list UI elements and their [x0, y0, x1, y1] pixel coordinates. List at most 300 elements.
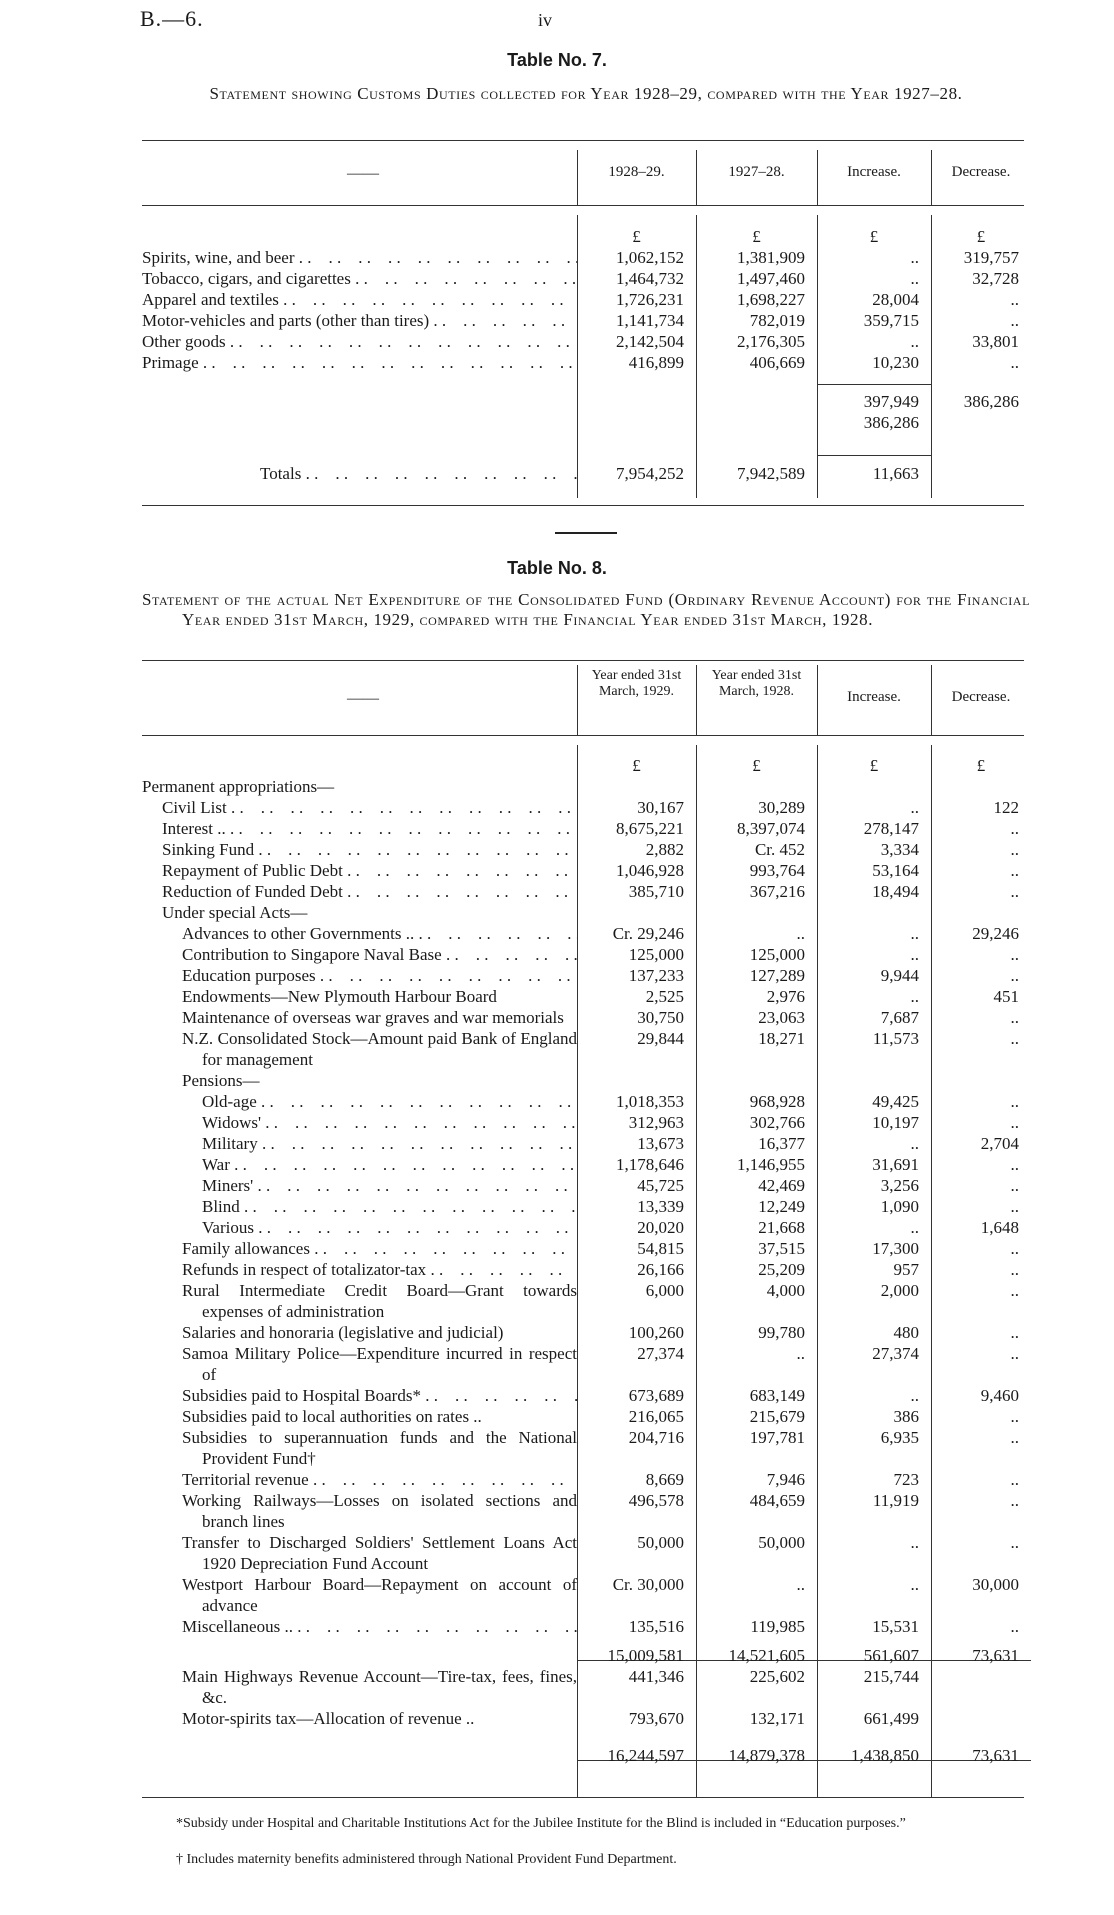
row-label-cell	[142, 1490, 577, 1532]
leader-dots	[295, 247, 578, 268]
row-label	[142, 1469, 577, 1490]
value-cell: 2,882	[645, 840, 684, 859]
row-label	[142, 818, 577, 839]
value-cell: ..	[1010, 1113, 1019, 1132]
value-cell: ..	[1010, 1092, 1019, 1111]
table-row	[142, 986, 1031, 1007]
blank-cell	[931, 433, 1031, 463]
value-cell: 1,381,909	[737, 248, 805, 267]
value-cell: ..	[910, 924, 919, 943]
value-cell: 30,167	[637, 798, 684, 817]
value-cell: 683,149	[749, 1386, 805, 1405]
blank-cell	[696, 1637, 817, 1645]
value-cell: 661,499	[863, 1709, 919, 1728]
table-row	[142, 1469, 1031, 1490]
leader-dots	[258, 1133, 577, 1154]
leader-dots	[310, 1238, 577, 1259]
value-cell: Cr. 30,000	[612, 1575, 684, 1594]
row-label-cell	[142, 1469, 577, 1490]
row-label-text: Reduction of Funded Debt	[162, 882, 343, 901]
leader-dots	[316, 965, 577, 986]
value-cell: 561,607	[863, 1646, 919, 1665]
value-cell: 1,464,732	[616, 269, 684, 288]
value-cell: ..	[1010, 1155, 1019, 1174]
row-label	[142, 331, 577, 352]
value-cell: 7,954,252	[616, 464, 684, 483]
leader-dots	[257, 1091, 577, 1112]
value-cell: ..	[1010, 311, 1019, 330]
value-cell: 993,764	[749, 861, 805, 880]
pound-sign: £	[752, 227, 761, 246]
value-cell: 135,516	[628, 1617, 684, 1636]
table7-col-header: Increase.	[847, 164, 901, 180]
leader-dots	[426, 1259, 577, 1280]
row-label	[142, 1322, 577, 1343]
value-cell: 53,164	[872, 861, 919, 880]
row-label-cell	[142, 247, 577, 268]
row-label	[142, 1154, 577, 1175]
row-label-cell	[142, 463, 577, 484]
value-cell: 957	[893, 1260, 919, 1279]
table-row	[142, 860, 1031, 881]
value-cell: 17,300	[872, 1239, 919, 1258]
spacer-row	[142, 1729, 1031, 1745]
pound-sign: £	[632, 756, 641, 775]
table-row	[142, 881, 1031, 902]
table7-stub-dash: ——	[347, 165, 379, 182]
value-cell: ..	[1010, 945, 1019, 964]
value-cell: ..	[796, 1575, 805, 1594]
leader-dots	[199, 352, 577, 373]
value-cell: 29,246	[972, 924, 1019, 943]
value-cell: 1,438,850	[851, 1746, 919, 1765]
row-label-cell	[142, 331, 577, 352]
unit-row	[142, 755, 1031, 776]
page-number: iv	[538, 10, 553, 30]
row-label-cell	[142, 1007, 577, 1028]
table-row	[142, 1196, 1031, 1217]
value-cell: 27,374	[637, 1344, 684, 1363]
table-row	[142, 1217, 1031, 1238]
row-label	[142, 902, 577, 923]
value-cell: ..	[910, 798, 919, 817]
row-label-text: Old-age	[202, 1092, 257, 1111]
value-cell: 45,725	[637, 1176, 684, 1195]
row-label	[142, 1196, 577, 1217]
table7-top-rule	[142, 140, 1024, 141]
row-label	[142, 986, 577, 1007]
table-row	[142, 1616, 1031, 1637]
row-label-cell	[142, 1385, 577, 1406]
value-cell: ..	[1010, 1239, 1019, 1258]
value-cell: 50,000	[758, 1533, 805, 1552]
row-label	[142, 352, 577, 373]
table-row	[142, 1238, 1031, 1259]
value-cell: 1,141,734	[616, 311, 684, 330]
value-cell: 9,944	[880, 966, 919, 985]
value-cell: ..	[910, 1218, 919, 1237]
value-cell: ..	[1010, 1617, 1019, 1636]
row-label: Westport Harbour Board—Repayment on account of advance	[182, 1575, 577, 1615]
value-cell: 16,244,597	[607, 1746, 684, 1765]
value-cell: 15,009,581	[607, 1646, 684, 1665]
row-label-text: Under special Acts—	[162, 903, 308, 922]
value-cell: 1,090	[880, 1197, 919, 1216]
value-cell: 215,744	[863, 1667, 919, 1686]
value-cell: ..	[1010, 290, 1019, 309]
value-cell: 2,525	[645, 987, 684, 1006]
unit-row	[142, 226, 1031, 247]
table8-stub-dash: ——	[347, 690, 379, 707]
value-cell: 2,704	[980, 1134, 1019, 1153]
pound-sign: £	[752, 756, 761, 775]
row-label-cell	[142, 965, 577, 986]
leader-dots	[442, 944, 577, 965]
leader-dots	[254, 1217, 577, 1238]
row-label-text: Other goods	[142, 332, 226, 351]
value-cell: ..	[1010, 1008, 1019, 1027]
blank-cell	[931, 776, 1031, 797]
blank-cell	[817, 1637, 931, 1645]
value-cell: ..	[910, 1134, 919, 1153]
row-label	[142, 1406, 577, 1427]
value-cell: 302,766	[749, 1113, 805, 1132]
row-label-cell	[142, 289, 577, 310]
row-label	[142, 944, 577, 965]
row-label-cell	[142, 1259, 577, 1280]
row-label-text: Primage	[142, 353, 199, 372]
table-row	[142, 818, 1031, 839]
value-cell: 406,669	[749, 353, 805, 372]
row-label-cell	[142, 310, 577, 331]
blank-cell	[817, 433, 931, 463]
row-label-text: Family allowances	[182, 1239, 310, 1258]
blank-cell	[142, 1745, 577, 1766]
table-row	[142, 1343, 1031, 1385]
blank-cell	[142, 1645, 577, 1666]
report-reference: B.—6.	[140, 6, 204, 31]
row-label-text: Endowments—New Plymouth Harbour Board	[182, 987, 497, 1006]
row-label-text: Military	[202, 1134, 258, 1153]
row-label-cell	[142, 268, 577, 289]
row-label-cell	[142, 839, 577, 860]
value-cell: 319,757	[963, 248, 1019, 267]
row-label-text: Miners'	[202, 1176, 254, 1195]
row-label-cell	[142, 797, 577, 818]
value-cell: 968,928	[749, 1092, 805, 1111]
value-cell: 119,985	[750, 1617, 805, 1636]
row-label	[142, 1708, 577, 1729]
row-label	[142, 1259, 577, 1280]
table-row	[142, 268, 1031, 289]
value-cell: ..	[796, 1344, 805, 1363]
table-row	[142, 1322, 1031, 1343]
row-label-cell	[142, 1175, 577, 1196]
blank-cell	[142, 226, 577, 247]
value-cell: 30,750	[637, 1008, 684, 1027]
value-cell	[931, 463, 1031, 484]
row-label-text: Totals	[260, 464, 302, 483]
table-row	[142, 289, 1031, 310]
row-label-text: Spirits, wine, and beer	[142, 248, 295, 267]
leader-dots	[253, 1175, 577, 1196]
leader-dots	[429, 310, 577, 331]
row-label-cell	[142, 1028, 577, 1070]
blank-cell	[817, 776, 931, 797]
table8-col-header: Decrease.	[951, 689, 1011, 705]
row-label-text: Apparel and textiles	[142, 290, 279, 309]
row-label	[142, 1175, 577, 1196]
blank-cell	[577, 776, 696, 797]
table7-col-header: 1927–28.	[728, 164, 785, 180]
row-label	[142, 797, 577, 818]
row-label-cell	[142, 1280, 577, 1322]
value-cell: 29,844	[637, 1029, 684, 1048]
value-cell: 8,675,221	[616, 819, 684, 838]
blank-cell	[577, 391, 696, 412]
value-cell: ..	[1010, 1281, 1019, 1300]
value-cell: 25,209	[758, 1260, 805, 1279]
value-cell: 385,710	[628, 882, 684, 901]
value-cell: ..	[1010, 1470, 1019, 1489]
row-label-text: Salaries and honoraria (legislative and judicial)	[182, 1323, 504, 1342]
value-cell: ..	[1010, 1260, 1019, 1279]
subtotal-row	[142, 391, 1031, 412]
row-label	[142, 839, 577, 860]
blank-cell	[696, 776, 817, 797]
row-label-cell	[142, 1532, 577, 1574]
leader-dots	[240, 1196, 577, 1217]
value-cell: 397,949	[863, 392, 919, 411]
value-cell: 73,631	[972, 1746, 1019, 1765]
grand-total-row	[142, 1745, 1031, 1766]
table-row	[142, 1708, 1031, 1729]
row-label-cell	[142, 352, 577, 373]
value-cell: 122	[993, 798, 1019, 817]
table-row	[142, 965, 1031, 986]
value-cell: ..	[1010, 1344, 1019, 1363]
value-cell: ..	[1010, 353, 1019, 372]
blank-cell	[931, 1637, 1031, 1645]
value-cell: 416,899	[628, 353, 684, 372]
table7-col-header: 1928–29.	[608, 164, 665, 180]
table-row	[142, 1666, 1031, 1708]
value-cell: ..	[1010, 840, 1019, 859]
row-label-cell	[142, 818, 577, 839]
value-cell: 496,578	[628, 1491, 684, 1510]
row-label-text: Refunds in respect of totalizator-tax	[182, 1260, 427, 1279]
value-cell: 10,197	[872, 1113, 919, 1132]
blank-cell	[577, 1729, 696, 1745]
table-row	[142, 1427, 1031, 1469]
table8-subtitle: Statement of the actual Net Expenditure of the Consolidated Fund (Ordinary Revenue Account) for the Financial Year ended 31st March, 1929, compared with the Financial Year ended 31st March, 1928.	[142, 590, 1030, 629]
value-cell: 386	[893, 1407, 919, 1426]
value-cell: ..	[796, 924, 805, 943]
value-cell: 6,000	[645, 1281, 684, 1300]
value-cell: 215,679	[749, 1407, 805, 1426]
leader-dots	[421, 1385, 577, 1406]
leader-dots	[226, 818, 577, 839]
section-heading-row	[142, 776, 1031, 797]
row-label-cell	[142, 1406, 577, 1427]
value-cell: 3,256	[880, 1176, 919, 1195]
blank-cell	[696, 373, 817, 391]
table-row	[142, 1070, 1031, 1091]
table8-col-header: Increase.	[847, 689, 901, 705]
blank-cell	[931, 1729, 1031, 1745]
value-cell: 18,271	[758, 1029, 805, 1048]
row-label-cell	[142, 1427, 577, 1469]
value-cell: 359,715	[863, 311, 919, 330]
blank-cell	[142, 391, 577, 412]
row-label: Rural Intermediate Credit Board—Grant towards expenses of administration	[182, 1281, 577, 1321]
value-cell: 54,815	[637, 1239, 684, 1258]
leader-dots	[414, 923, 577, 944]
row-label: Samoa Military Police—Expenditure incurred in respect of	[182, 1344, 577, 1384]
table-row	[142, 797, 1031, 818]
value-cell	[696, 902, 817, 923]
table-row	[142, 331, 1031, 352]
table-row	[142, 839, 1031, 860]
spacer-row	[142, 433, 1031, 463]
row-label-cell	[142, 1133, 577, 1154]
table-row	[142, 1133, 1031, 1154]
value-cell	[931, 1070, 1031, 1091]
value-cell: 11,573	[872, 1029, 919, 1048]
pound-sign: £	[869, 756, 879, 775]
value-cell: ..	[910, 1386, 919, 1405]
table-row	[142, 1154, 1031, 1175]
table7-title: Table No. 7.	[507, 50, 607, 70]
value-cell: 132,171	[749, 1709, 805, 1728]
leader-dots	[279, 289, 577, 310]
row-label	[142, 1616, 577, 1637]
value-cell: 125,000	[749, 945, 805, 964]
row-label	[142, 1070, 577, 1091]
value-cell: 73,631	[972, 1646, 1019, 1665]
row-label-text: Motor-spirits tax—Allocation of revenue ..	[182, 1709, 475, 1728]
value-cell: 451	[993, 987, 1019, 1006]
row-label-cell	[142, 1708, 577, 1729]
table8-col-header: Year ended 31st March, 1928.	[711, 668, 802, 699]
value-cell: 20,020	[637, 1218, 684, 1237]
value-cell: 2,000	[880, 1281, 919, 1300]
blank-cell	[696, 412, 817, 433]
row-label-cell	[142, 902, 577, 923]
row-label-text: Contribution to Singapore Naval Base	[182, 945, 442, 964]
value-cell: ..	[1010, 1323, 1019, 1342]
value-cell: Cr. 29,246	[612, 924, 684, 943]
blank-cell	[577, 412, 696, 433]
footnote-1: *Subsidy under Hospital and Charitable Institutions Act for the Jubilee Institute for the Blind is included in “Education purposes.”	[176, 1816, 906, 1831]
row-label-cell	[142, 944, 577, 965]
value-cell: ..	[910, 248, 919, 267]
value-cell: 21,668	[758, 1218, 805, 1237]
row-label	[142, 463, 577, 484]
leader-dots	[227, 797, 577, 818]
value-cell: 50,000	[637, 1533, 684, 1552]
blank-cell	[142, 1729, 577, 1745]
row-label-cell	[142, 1238, 577, 1259]
value-cell: ..	[1010, 1533, 1019, 1552]
blank-cell	[142, 412, 577, 433]
value-cell: 42,469	[758, 1176, 805, 1195]
table7-col-header: Decrease.	[951, 164, 1011, 180]
value-cell: 2,142,504	[616, 332, 684, 351]
row-label-cell	[142, 1343, 577, 1385]
value-cell: ..	[1010, 1428, 1019, 1447]
value-cell: 2,976	[766, 987, 805, 1006]
row-label: Maintenance of overseas war graves and war memorials	[182, 1008, 564, 1027]
value-cell: 673,689	[628, 1386, 684, 1405]
value-cell: 386,286	[963, 392, 1019, 411]
value-cell: 7,946	[766, 1470, 805, 1489]
value-cell	[817, 902, 931, 923]
table-row	[142, 1091, 1031, 1112]
row-label-text: War	[202, 1155, 230, 1174]
row-label-cell	[142, 1217, 577, 1238]
leader-dots	[293, 1616, 577, 1637]
table-row	[142, 1406, 1031, 1427]
table-row	[142, 923, 1031, 944]
value-cell: 16,377	[758, 1134, 805, 1153]
value-cell	[931, 1708, 1031, 1729]
row-label-cell	[142, 923, 577, 944]
value-cell: 7,942,589	[737, 464, 805, 483]
value-cell	[696, 1070, 817, 1091]
value-cell: 27,374	[872, 1344, 919, 1363]
value-cell: 723	[893, 1470, 919, 1489]
value-cell: 312,963	[628, 1113, 684, 1132]
row-label	[142, 881, 577, 902]
row-label	[142, 965, 577, 986]
value-cell: ..	[910, 332, 919, 351]
row-label-cell	[142, 1666, 577, 1708]
value-cell: 367,216	[749, 882, 805, 901]
blank-cell	[142, 433, 577, 463]
blank-cell	[142, 1637, 577, 1645]
pound-sign: £	[632, 227, 641, 246]
totals-row	[142, 463, 1031, 484]
value-cell: 125,000	[628, 945, 684, 964]
row-label-text: Education purposes	[182, 966, 316, 985]
value-cell: 1,648	[980, 1218, 1019, 1237]
subtotal-row	[142, 1645, 1031, 1666]
leader-dots	[309, 1469, 577, 1490]
blank-cell	[577, 1637, 696, 1645]
value-cell: 6,935	[880, 1428, 919, 1447]
row-label-text: Subsidies paid to local authorities on rates ..	[182, 1407, 482, 1426]
value-cell: 28,004	[872, 290, 919, 309]
row-label-cell	[142, 1616, 577, 1637]
row-label	[142, 247, 577, 268]
value-cell: 14,879,378	[728, 1746, 805, 1765]
row-label	[142, 860, 577, 881]
row-label-text: Blind	[202, 1197, 240, 1216]
row-label-text: Tobacco, cigars, and cigarettes	[142, 269, 351, 288]
value-cell: 216,065	[628, 1407, 684, 1426]
table8-top-rule	[142, 660, 1024, 661]
value-cell	[577, 902, 696, 923]
row-label	[142, 1112, 577, 1133]
value-cell: 225,602	[749, 1667, 805, 1686]
value-cell: 484,659	[749, 1491, 805, 1510]
table-row	[142, 1028, 1031, 1070]
table7	[142, 226, 1031, 484]
value-cell: 11,663	[872, 464, 919, 483]
value-cell: 1,146,955	[737, 1155, 805, 1174]
value-cell: ..	[1010, 966, 1019, 985]
